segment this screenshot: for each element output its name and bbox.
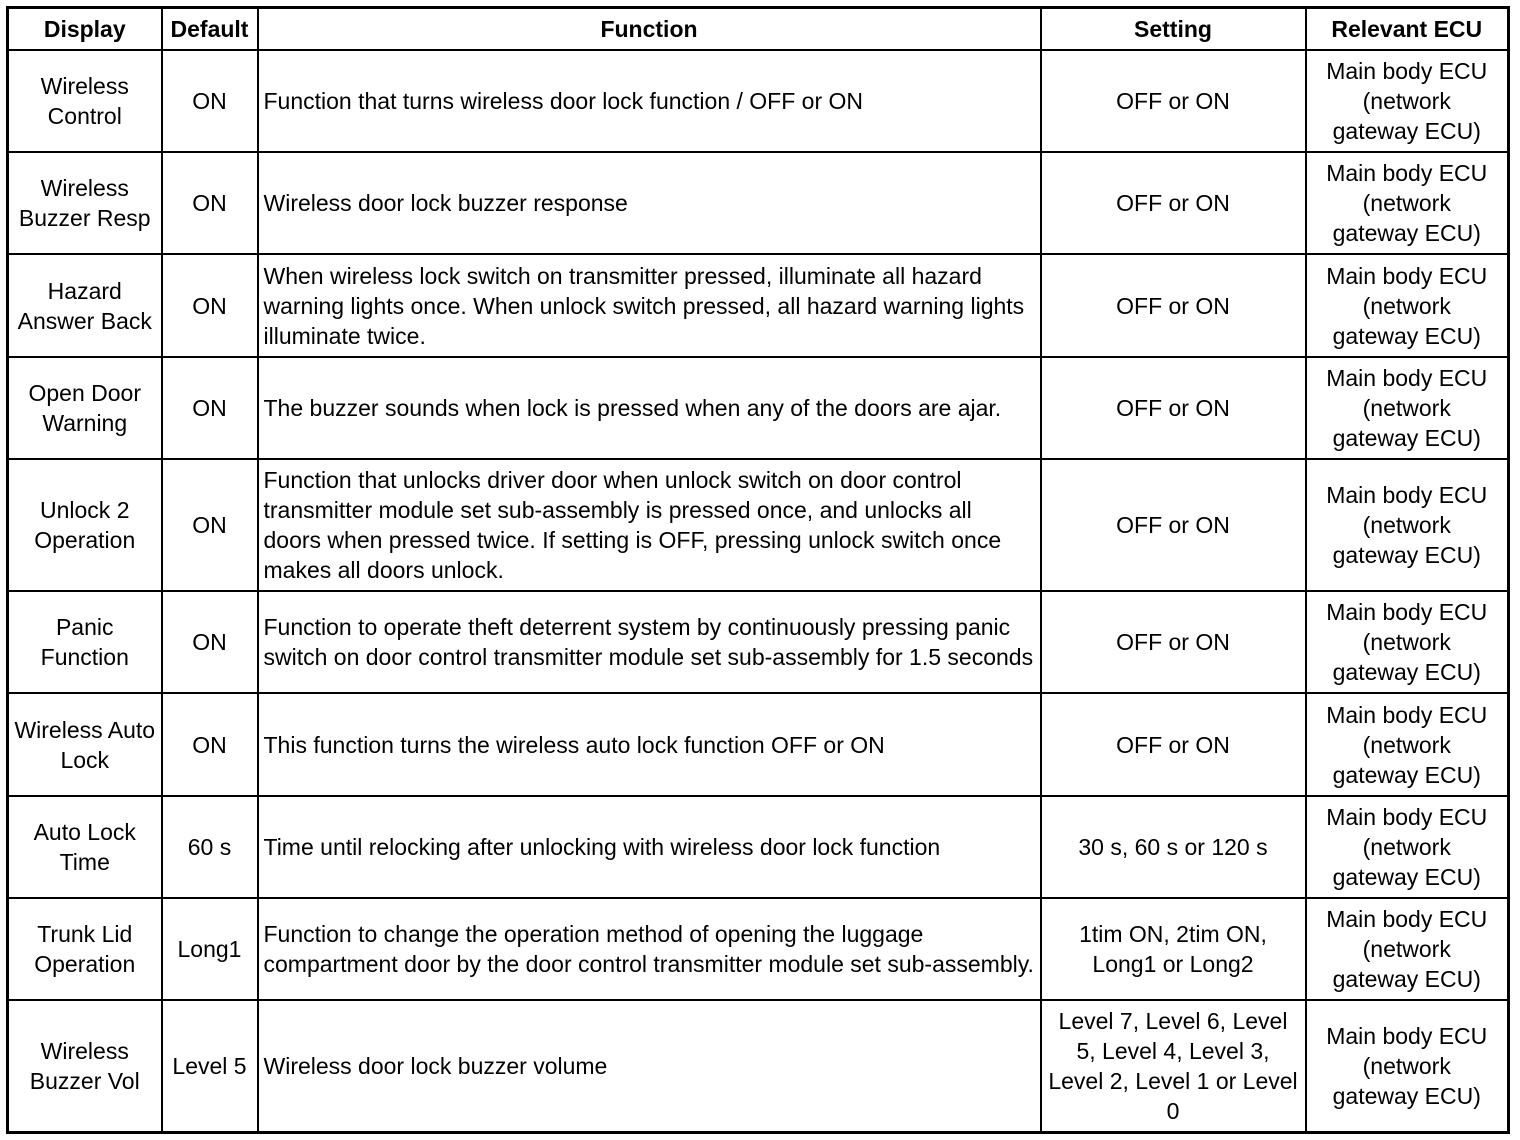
cell-setting: OFF or ON xyxy=(1041,459,1306,591)
cell-default: ON xyxy=(162,459,258,591)
cell-display: Wireless Auto Lock xyxy=(8,693,162,796)
cell-setting: OFF or ON xyxy=(1041,254,1306,357)
cell-display: Wireless Buzzer Resp xyxy=(8,152,162,254)
cell-function: Function to change the operation method of opening the luggage compartment door by the door control transmitter module set sub-assembly. xyxy=(258,898,1041,1000)
cell-setting: 1tim ON, 2tim ON, Long1 or Long2 xyxy=(1041,898,1306,1000)
cell-function: Function that unlocks driver door when unlock switch on door control transmitter module set sub-assembly is pressed once, and unlocks all doors when pressed twice. If setting is OFF, pressing unlock switch once makes all doors unlock. xyxy=(258,459,1041,591)
cell-display: Wireless Buzzer Vol xyxy=(8,1000,162,1132)
cell-setting: OFF or ON xyxy=(1041,693,1306,796)
cell-function: The buzzer sounds when lock is pressed when any of the doors are ajar. xyxy=(258,357,1041,459)
table-row xyxy=(8,254,1509,357)
cell-relevant-ecu: Main body ECU (network gateway ECU) xyxy=(1306,591,1509,693)
cell-display: Open Door Warning xyxy=(8,357,162,459)
table-row xyxy=(8,1000,1509,1132)
cell-default: Level 5 xyxy=(162,1000,258,1132)
header-function: Function xyxy=(258,8,1041,51)
cell-relevant-ecu: Main body ECU (network gateway ECU) xyxy=(1306,459,1509,591)
cell-default: Long1 xyxy=(162,898,258,1000)
table-row xyxy=(8,693,1509,796)
cell-function: Wireless door lock buzzer response xyxy=(258,152,1041,254)
table-row xyxy=(8,898,1509,1000)
cell-setting: OFF or ON xyxy=(1041,152,1306,254)
cell-default: ON xyxy=(162,152,258,254)
cell-function: Time until relocking after unlocking with wireless door lock function xyxy=(258,796,1041,898)
cell-setting: 30 s, 60 s or 120 s xyxy=(1041,796,1306,898)
cell-setting: OFF or ON xyxy=(1041,357,1306,459)
cell-relevant-ecu: Main body ECU (network gateway ECU) xyxy=(1306,50,1509,152)
header-default: Default xyxy=(162,8,258,51)
cell-relevant-ecu: Main body ECU (network gateway ECU) xyxy=(1306,796,1509,898)
cell-relevant-ecu: Main body ECU (network gateway ECU) xyxy=(1306,152,1509,254)
header-row xyxy=(8,8,1509,51)
cell-setting: OFF or ON xyxy=(1041,591,1306,693)
customize-parameters-table xyxy=(6,6,1510,1134)
table-row xyxy=(8,591,1509,693)
cell-display: Wireless Control xyxy=(8,50,162,152)
cell-function: This function turns the wireless auto lock function OFF or ON xyxy=(258,693,1041,796)
cell-relevant-ecu: Main body ECU (network gateway ECU) xyxy=(1306,254,1509,357)
table-row xyxy=(8,152,1509,254)
table-row xyxy=(8,50,1509,152)
cell-display: Hazard Answer Back xyxy=(8,254,162,357)
cell-display: Auto Lock Time xyxy=(8,796,162,898)
cell-relevant-ecu: Main body ECU (network gateway ECU) xyxy=(1306,693,1509,796)
cell-setting: Level 7, Level 6, Level 5, Level 4, Level 3, Level 2, Level 1 or Level 0 xyxy=(1041,1000,1306,1132)
cell-relevant-ecu: Main body ECU (network gateway ECU) xyxy=(1306,898,1509,1000)
cell-default: 60 s xyxy=(162,796,258,898)
table-row xyxy=(8,357,1509,459)
cell-display: Panic Function xyxy=(8,591,162,693)
cell-display: Trunk Lid Operation xyxy=(8,898,162,1000)
cell-function: Function that turns wireless door lock function / OFF or ON xyxy=(258,50,1041,152)
cell-relevant-ecu: Main body ECU (network gateway ECU) xyxy=(1306,1000,1509,1132)
header-relevant-ecu: Relevant ECU xyxy=(1306,8,1509,51)
table-row xyxy=(8,796,1509,898)
cell-default: ON xyxy=(162,254,258,357)
cell-function: When wireless lock switch on transmitter pressed, illuminate all hazard warning lights once. When unlock switch pressed, all hazard warning lights illuminate twice. xyxy=(258,254,1041,357)
cell-default: ON xyxy=(162,693,258,796)
table-row xyxy=(8,459,1509,591)
cell-default: ON xyxy=(162,50,258,152)
header-setting: Setting xyxy=(1041,8,1306,51)
cell-setting: OFF or ON xyxy=(1041,50,1306,152)
header-display: Display xyxy=(8,8,162,51)
cell-function: Wireless door lock buzzer volume xyxy=(258,1000,1041,1132)
cell-default: ON xyxy=(162,357,258,459)
cell-display: Unlock 2 Operation xyxy=(8,459,162,591)
cell-default: ON xyxy=(162,591,258,693)
cell-function: Function to operate theft deterrent system by continuously pressing panic switch on door control transmitter module set sub-assembly for 1.5 seconds xyxy=(258,591,1041,693)
cell-relevant-ecu: Main body ECU (network gateway ECU) xyxy=(1306,357,1509,459)
